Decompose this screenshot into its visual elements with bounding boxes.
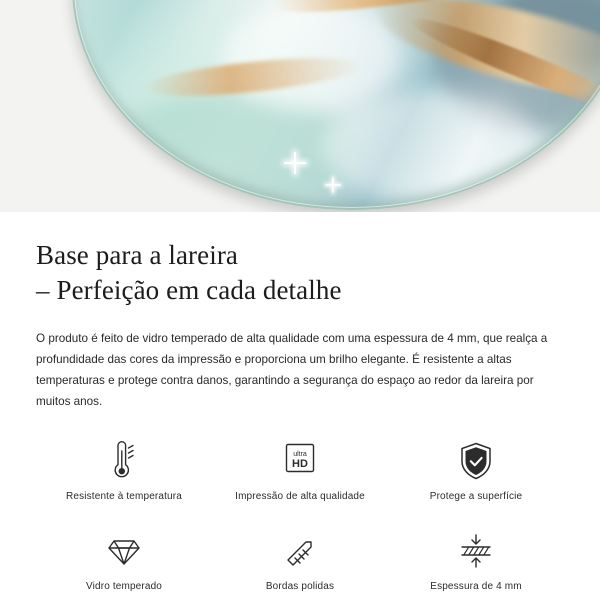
page-title <box>36 238 564 308</box>
feature-label: Espessura de 4 mm <box>430 581 522 592</box>
description-paragraph: O produto é feito de vidro temperado de alta qualidade com uma espessura de 4 mm, que realça a profundidade das cores da impressão e proporciona um brilho elegante. É resistente a altas temperaturas e protege contra danos, garantindo a segurança do espaço ao redor da lareira por muitos anos. <box>36 332 548 408</box>
headline-line-1: Base para a lareira <box>36 240 239 270</box>
glass-board-image <box>72 0 600 210</box>
feature-item-polished-edges <box>212 528 388 612</box>
feature-label: Impressão de alta qualidade <box>235 491 365 502</box>
polished-edges-icon <box>279 528 321 574</box>
headline-line-2: – Perfeição em cada detalhe <box>36 275 342 305</box>
feature-item-surface-protection <box>388 438 564 522</box>
feature-label: Bordas polidas <box>265 581 335 592</box>
shield-check-icon <box>454 438 498 484</box>
feature-label: Vidro temperado <box>86 581 162 592</box>
svg-text:ultra: ultra <box>293 451 307 458</box>
feature-item-print-quality <box>212 438 388 522</box>
feature-item-thickness <box>388 528 564 612</box>
hero-image <box>0 0 600 212</box>
feature-grid <box>36 438 564 612</box>
feature-label: Resistente à temperatura <box>66 491 182 502</box>
content-section <box>0 238 600 612</box>
thickness-arrows-icon <box>453 528 499 574</box>
thermometer-icon <box>104 438 144 484</box>
feature-item-temperature-resistant <box>36 438 212 522</box>
feature-item-tempered-glass <box>36 528 212 612</box>
ultra-hd-icon <box>277 438 323 484</box>
feature-label: Protege a superfície <box>429 491 523 502</box>
diamond-icon <box>101 528 147 574</box>
svg-text:HD: HD <box>292 458 308 470</box>
